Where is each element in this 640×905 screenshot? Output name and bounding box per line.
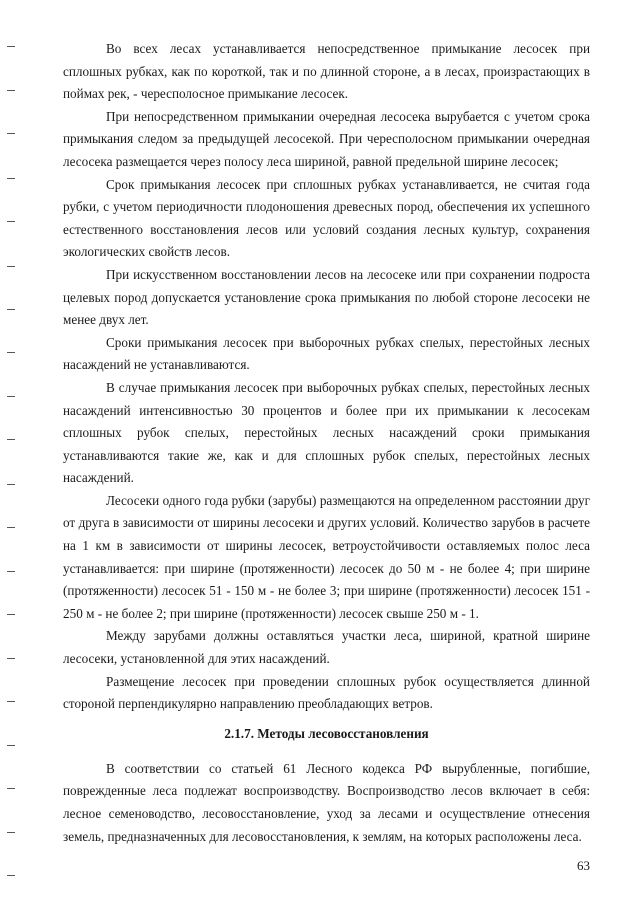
paragraph: Сроки примыкания лесосек при выборочных рубках спелых, перестойных лесных насаждений не устанавливаются. <box>63 334 590 373</box>
paragraph: Во всех лесах устанавливается непосредственное примыкание лесосек при сплошных рубках, как по короткой, так и по длинной стороне, а в лесах, произрастающих в поймах рек, - чересполосное примыкание лесосек. <box>63 41 590 102</box>
margin-mark <box>7 614 15 615</box>
margin-mark <box>7 396 15 397</box>
scan-margin-marks <box>0 0 20 905</box>
margin-mark <box>7 439 15 440</box>
margin-mark <box>7 90 15 91</box>
margin-mark <box>7 701 15 702</box>
margin-mark <box>7 571 15 572</box>
margin-mark <box>7 788 15 789</box>
margin-mark <box>7 178 15 179</box>
paragraph: Лесосеки одного года рубки (зарубы) размещаются на определенном расстоянии друг от друга в зависимости от ширины лесосеки и других условий. Количество зарубов в расчете на 1 км в зависимости от ширины лесосек, ветроустойчивости оставляемых полос леса устанавливается: при ширине (протяженности) лесосек до 50 м - не более 4; при ширине (протяженности) лесосек 51 - 150 м - не более 3; при ширине (протяженности) лесосек 151 - 250 м - не более 2; при ширине (протяженности) лесосек свыше 250 м - 1. <box>63 492 590 621</box>
margin-mark <box>7 352 15 353</box>
margin-mark <box>7 309 15 310</box>
document-page <box>63 38 590 848</box>
margin-mark <box>7 527 15 528</box>
margin-mark <box>7 484 15 485</box>
paragraph: Срок примыкания лесосек при сплошных рубках устанавливается, не считая года рубки, с учетом периодичности плодоношения древесных пород, обеспечения их успешного естественного восстановления лесов или условий создания лесных культур, сохранения экологических свойств лесов. <box>63 176 590 260</box>
paragraph: В случае примыкания лесосек при выборочных рубках спелых, перестойных лесных насаждений интенсивностью 30 процентов и более при их примыкании к лесосекам сплошных рубок спелых, перестойных лесных насаждений сроки примыкания устанавливаются такие же, как и для сплошных рубок спелых, перестойных лесных насаждений. <box>63 379 590 486</box>
margin-mark <box>7 46 15 47</box>
paragraph: При искусственном восстановлении лесов на лесосеке или при сохранении подроста целевых пород допускается установление срока примыкания по любой стороне лесосеки не менее двух лет. <box>63 266 590 328</box>
margin-mark <box>7 266 15 267</box>
paragraph: Размещение лесосек при проведении сплошных рубок осуществляется длинной стороной перпендикулярно направлению преобладающих ветров. <box>63 673 590 712</box>
margin-mark <box>7 133 15 134</box>
margin-mark <box>7 832 15 833</box>
paragraph: При непосредственном примыкании очередная лесосека вырубается с учетом срока примыкания следом за предыдущей лесосекой. При чересполосном примыкании очередная лесосека размещается через полосу леса шириной, равной предельной ширине лесосек; <box>63 108 590 169</box>
margin-mark <box>7 658 15 659</box>
page-number: 63 <box>577 858 590 873</box>
paragraph: В соответствии со статьей 61 Лесного кодекса РФ вырубленные, погибшие, поврежденные леса подлежат воспроизводству. Воспроизводство лесов включает в себя: лесное семеноводство, лесовосстановление, уход за лесами и осуществление отнесения земель, предназначенных для лесовосстановления, к землям, на которых расположены леса. <box>63 760 590 844</box>
section-heading: 2.1.7. Методы лесовосстановления <box>224 725 429 741</box>
paragraph: Между зарубами должны оставляться участки леса, шириной, кратной ширине лесосеки, установленной для этих насаждений. <box>63 628 590 667</box>
margin-mark <box>7 875 15 876</box>
margin-mark <box>7 745 15 746</box>
margin-mark <box>7 221 15 222</box>
